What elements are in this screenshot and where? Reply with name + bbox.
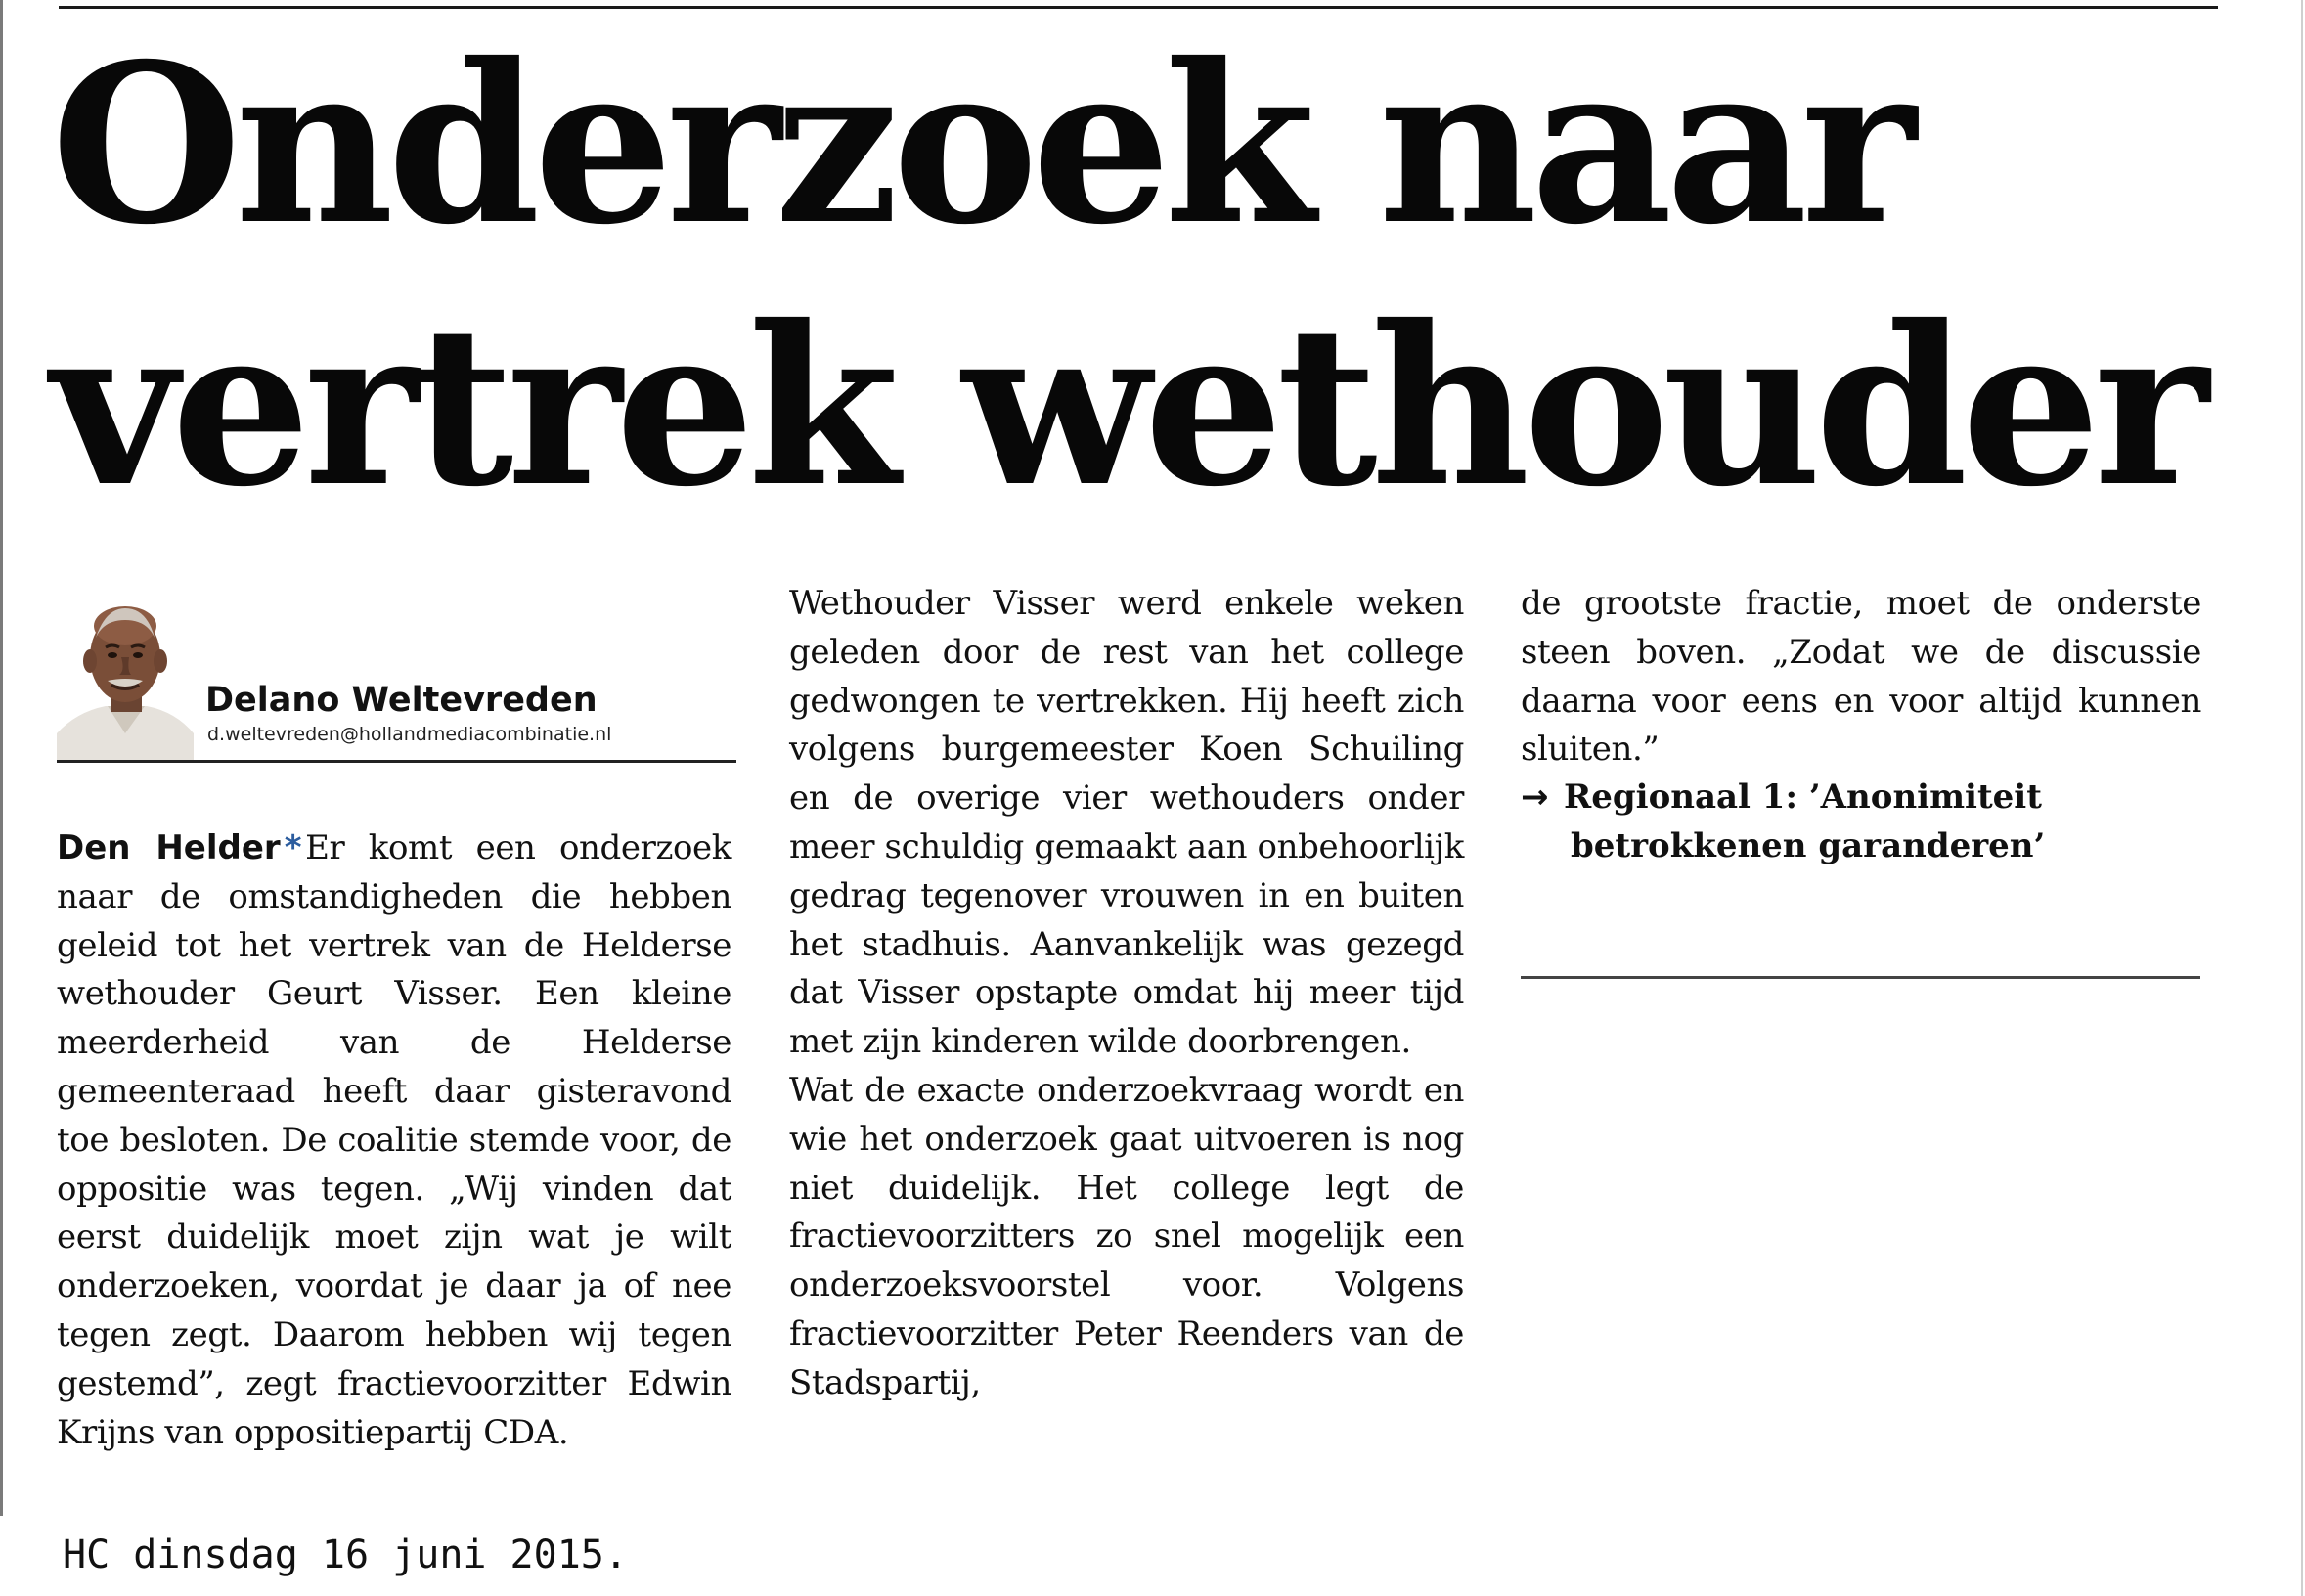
headline-line-2: vertrek wethouder [51,278,2202,535]
byline-rule [57,760,736,763]
author-photo-image [57,597,194,763]
article-body-col1: Er komt een onderzoek naar de omstandigheden die hebben geleid tot het vertrek van de Helderse wethouder Geurt Visser. Een kleine meerderheid van de Helderse gemeenteraad heeft daar gisteravond toe besloten. De coalitie stemde voor, de oppositie was tegen. „Wij vinden dat eerst duidelijk moet zijn wat je wilt onderzoeken, voordat je daar ja of nee tegen zegt. Daarom hebben wij tegen gestemd”, zegt fractievoorzitter Edwin Krijns van oppositiepartij CDA. [57,828,731,1452]
article-column-1 [57,824,731,1457]
article-paragraph-2: Wethouder Visser werd enkele weken geleden door de rest van het college gedwongen te vertrekken. Hij heeft zich volgens burgemeester Koen Schuiling en de overige vier wethouders onder meer schuldig gemaakt aan onbehoorlijk gedrag tegenover vrouwen in en buiten het stadhuis. Aanvankelijk was gezegd dat Visser opstapte omdat hij meer tijd met zijn kinderen wilde doorbrengen. [789,584,1464,1062]
cross-reference-text-2: betrokkenen garanderen’ [1571,826,2046,865]
cross-reference [1521,773,2205,870]
byline [57,587,736,763]
headline [51,14,2251,538]
author-name: Delano Weltevreden [205,681,598,720]
cross-reference-text-1: Regionaal 1: ’Anonimiteit [1564,777,2042,817]
page-left-edge [0,0,3,1516]
article-paragraph-1 [57,824,731,1457]
author-photo [57,597,194,763]
article-column-3 [1521,580,2201,775]
arrow-right-icon: → [1521,777,1549,817]
dateline: Den Helder [57,828,281,867]
column-3-rule [1521,976,2200,979]
article-paragraph-4: de grootste fractie, moet de onderste steen boven. „Zodat we de discussie daarna voor eens en voor altijd kunnen sluiten.” [1521,584,2201,770]
author-email: d.weltevreden@hollandmediacombinatie.nl [207,724,612,745]
source-caption: HC dinsdag 16 juni 2015. [63,1532,628,1577]
top-rule [59,6,2218,9]
page-right-edge [2301,0,2303,1596]
cross-reference-line-1 [1521,773,2205,821]
article-column-2 [789,580,1464,1408]
article-paragraph-3: Wat de exacte onderzoekvraag wordt en wie het onderzoek gaat uitvoeren is nog niet duidelijk. Het college legt de fractievoorzitters zo snel mogelijk een onderzoeksvoorstel voor. Volgens fractievoorzitter Peter Reenders van de Stadspartij, [789,1070,1464,1402]
dateline-marker: * [284,828,302,867]
headline-line-1: Onderzoek naar [51,16,1910,273]
